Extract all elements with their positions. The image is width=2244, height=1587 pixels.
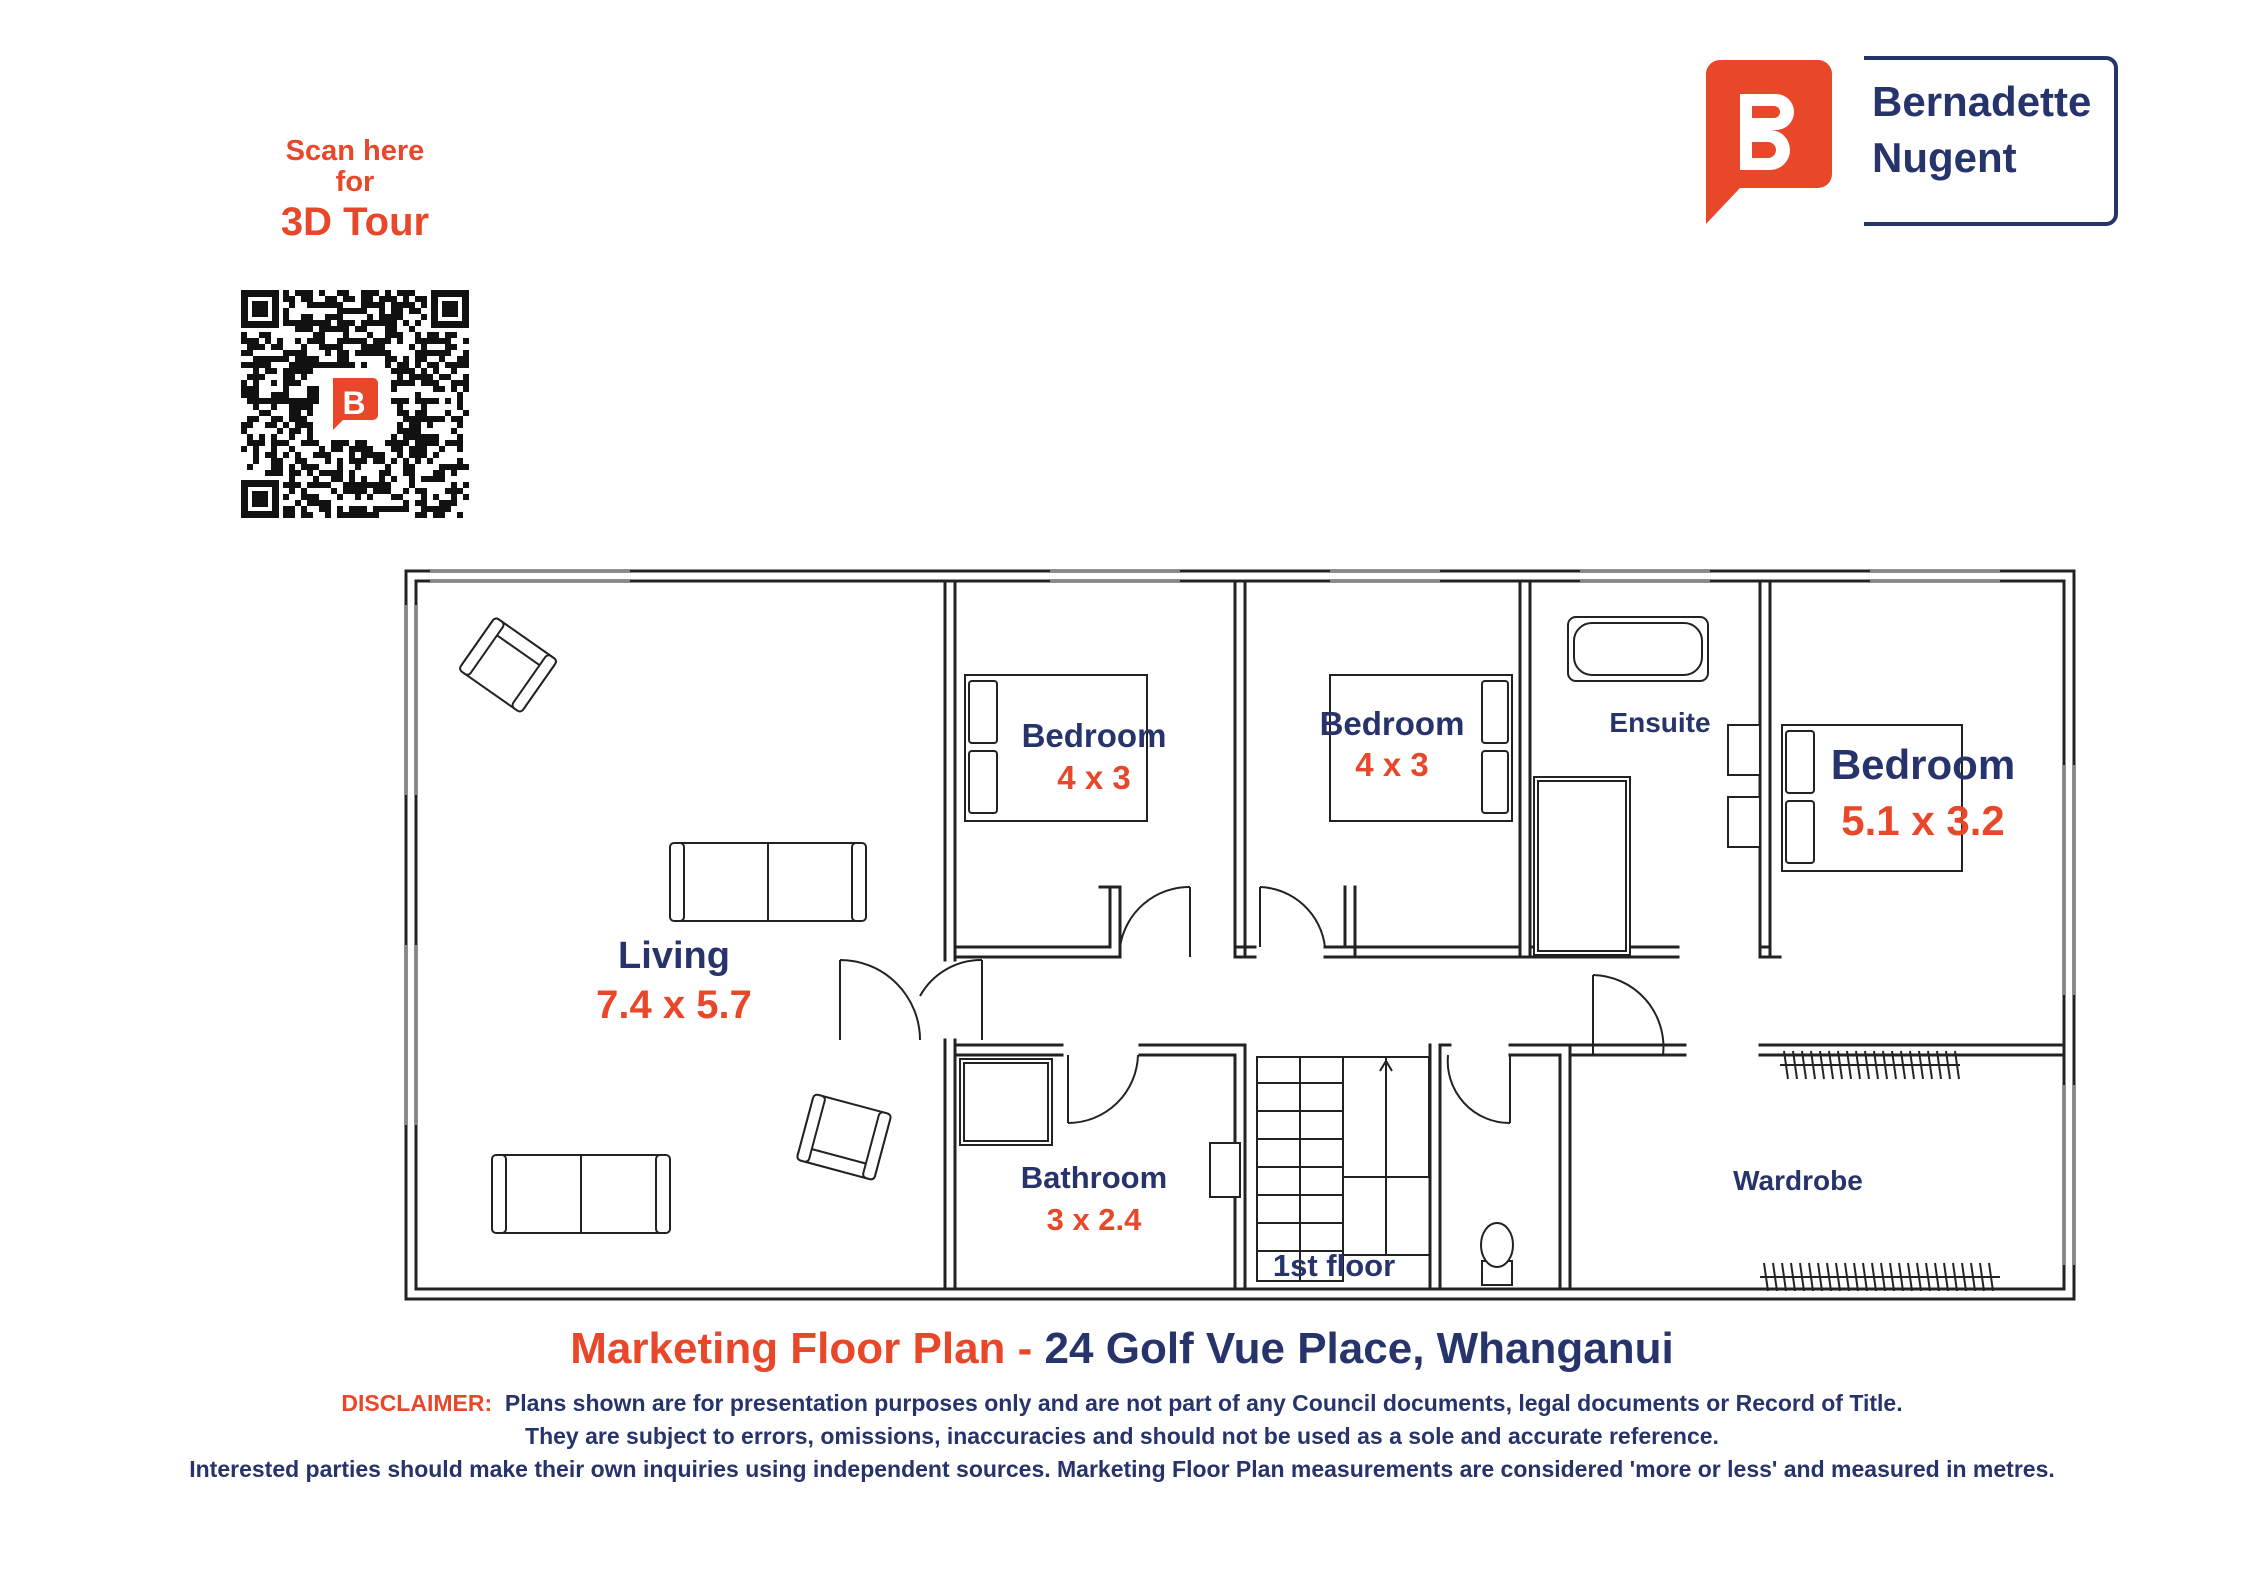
bathroom-label: Bathroom xyxy=(1020,1160,1168,1195)
qr-logo-icon xyxy=(327,374,383,430)
bedroom3-dims: 5.1 x 3.2 xyxy=(1841,797,2005,844)
3d-tour-text: 3D Tour xyxy=(280,200,430,244)
brand-name-line2: Nugent xyxy=(1872,134,2017,181)
bedroom3-label: Bedroom xyxy=(1830,741,2016,788)
plan-title xyxy=(0,1324,2244,1374)
living-dims: 7.4 x 5.7 xyxy=(596,983,752,1027)
bedroom1-label: Bedroom xyxy=(1021,717,1167,754)
qr-code[interactable] xyxy=(241,290,469,518)
living-label: Living xyxy=(618,935,730,977)
disclaimer-line3: Interested parties should make their own inquiries using independent sources. Marketing Floor Plan measurements are considered 'more or less' and measured in metres. xyxy=(189,1456,2055,1482)
brand-mark-icon xyxy=(1706,60,1832,224)
bedroom2-dims: 4 x 3 xyxy=(1355,746,1429,783)
bathroom-dims: 3 x 2.4 xyxy=(1046,1202,1142,1237)
disclaimer-line2: They are subject to errors, omissions, inaccuracies and should not be used as a sole and accurate reference. xyxy=(525,1423,1719,1449)
brand-name-line1: Bernadette xyxy=(1872,78,2092,125)
scan-here-text: Scan here xyxy=(285,135,425,167)
bedroom2-label: Bedroom xyxy=(1319,705,1465,742)
floor-plan xyxy=(400,565,2080,1305)
plan-title-prefix: Marketing Floor Plan - xyxy=(570,1324,1045,1373)
disclaimer-label: DISCLAIMER: xyxy=(341,1390,493,1416)
disclaimer xyxy=(0,1387,2244,1486)
disclaimer-text1: Plans shown are for presentation purposes only and are not part of any Council documents, legal documents or Record of Title. xyxy=(504,1390,1903,1416)
bedroom1-dims: 4 x 3 xyxy=(1057,759,1131,796)
scan-for-text: for xyxy=(335,166,375,198)
wardrobe-label: Wardrobe xyxy=(1733,1165,1863,1196)
first-floor-label: 1st floor xyxy=(1272,1248,1396,1283)
ensuite-label: Ensuite xyxy=(1609,707,1711,738)
plan-address: 24 Golf Vue Place, Whanganui xyxy=(1044,1324,1674,1373)
svg-text:B: B xyxy=(342,385,366,421)
brand-logo xyxy=(1700,56,2120,226)
scan-prompt xyxy=(240,136,470,246)
disclaimer-line1 xyxy=(0,1387,2244,1420)
